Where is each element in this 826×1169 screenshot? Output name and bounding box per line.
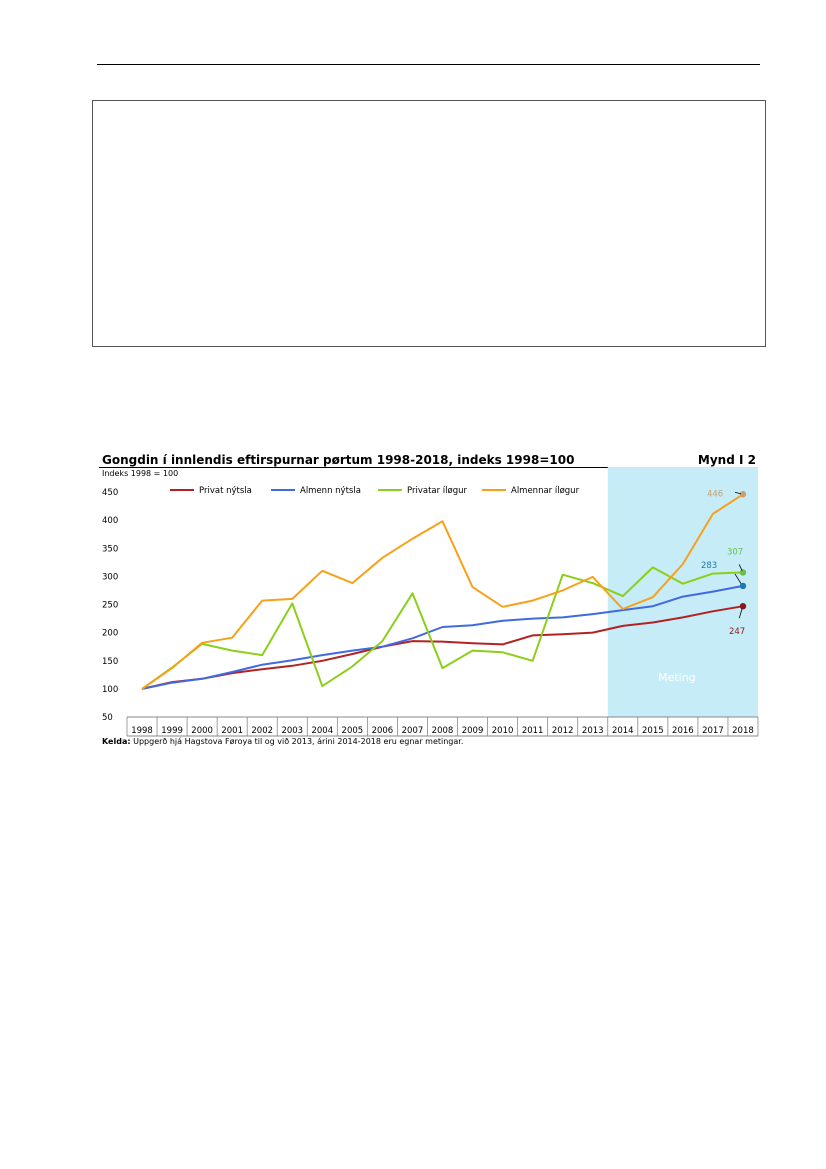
source-text: Uppgerð hjá Hagstova Føroya til og við 2013, árini 2014-2018 eru egnar metingar. xyxy=(133,737,464,746)
end-value-label: 247 xyxy=(728,627,746,638)
x-tick-label: 2013 xyxy=(581,726,604,736)
x-tick-label: 2003 xyxy=(281,726,304,736)
y-tick-label: 200 xyxy=(102,628,119,639)
x-tick-label: 2018 xyxy=(732,726,754,736)
end-value-label: 446 xyxy=(706,489,724,500)
chart-title: Gongdin í innlendis eftirspurnar pørtum 1998-2018, indeks 1998=100 xyxy=(102,453,575,467)
legend-label: Almenn nýtsla xyxy=(300,486,361,496)
y-tick-label: 300 xyxy=(102,572,119,583)
x-tick-label: 2005 xyxy=(341,726,364,736)
y-tick-label: 450 xyxy=(102,488,119,498)
x-tick-label: 2011 xyxy=(521,726,544,736)
y-tick-label: 50 xyxy=(102,713,113,723)
x-tick-label: 2010 xyxy=(491,726,514,736)
y-tick-label: 400 xyxy=(102,516,119,527)
x-tick-label: 2012 xyxy=(551,726,574,736)
x-tick-label: 2001 xyxy=(221,726,243,736)
x-tick-label: 2017 xyxy=(702,726,724,736)
y-tick-label: 350 xyxy=(102,544,119,555)
end-marker xyxy=(740,491,746,497)
end-value-label: 283 xyxy=(700,560,718,571)
x-tick-label: 2006 xyxy=(371,726,394,736)
x-tick-label: 2014 xyxy=(611,726,634,736)
x-tick-label: 2000 xyxy=(191,726,213,736)
legend-label: Privatar íløgur xyxy=(407,486,468,496)
figure-label: Mynd I 2 xyxy=(697,453,756,467)
end-marker xyxy=(740,583,746,589)
x-tick-label: 2009 xyxy=(461,726,484,736)
x-tick-label: 1998 xyxy=(131,726,153,736)
forecast-label: Meting xyxy=(658,671,696,684)
y-axis-label: Indeks 1998 = 100 xyxy=(102,469,179,478)
end-marker xyxy=(740,603,746,609)
x-tick-label: 1999 xyxy=(161,726,183,736)
x-tick-label: 2004 xyxy=(311,726,334,736)
x-tick-label: 2007 xyxy=(401,726,424,736)
x-tick-label: 2008 xyxy=(431,726,454,736)
source-prefix: Kelda: xyxy=(102,737,131,746)
y-tick-label: 150 xyxy=(102,656,119,667)
x-tick-label: 2015 xyxy=(642,726,664,736)
x-tick-label: 2016 xyxy=(672,726,694,736)
legend-label: Privat nýtsla xyxy=(199,486,252,496)
x-tick-label: 2002 xyxy=(251,726,274,736)
y-tick-label: 100 xyxy=(102,684,119,695)
end-value-label: 307 xyxy=(726,547,744,558)
legend-label: Almennar íløgur xyxy=(511,486,580,496)
source-note xyxy=(102,737,463,746)
end-marker xyxy=(740,569,746,575)
y-tick-label: 250 xyxy=(102,600,119,611)
